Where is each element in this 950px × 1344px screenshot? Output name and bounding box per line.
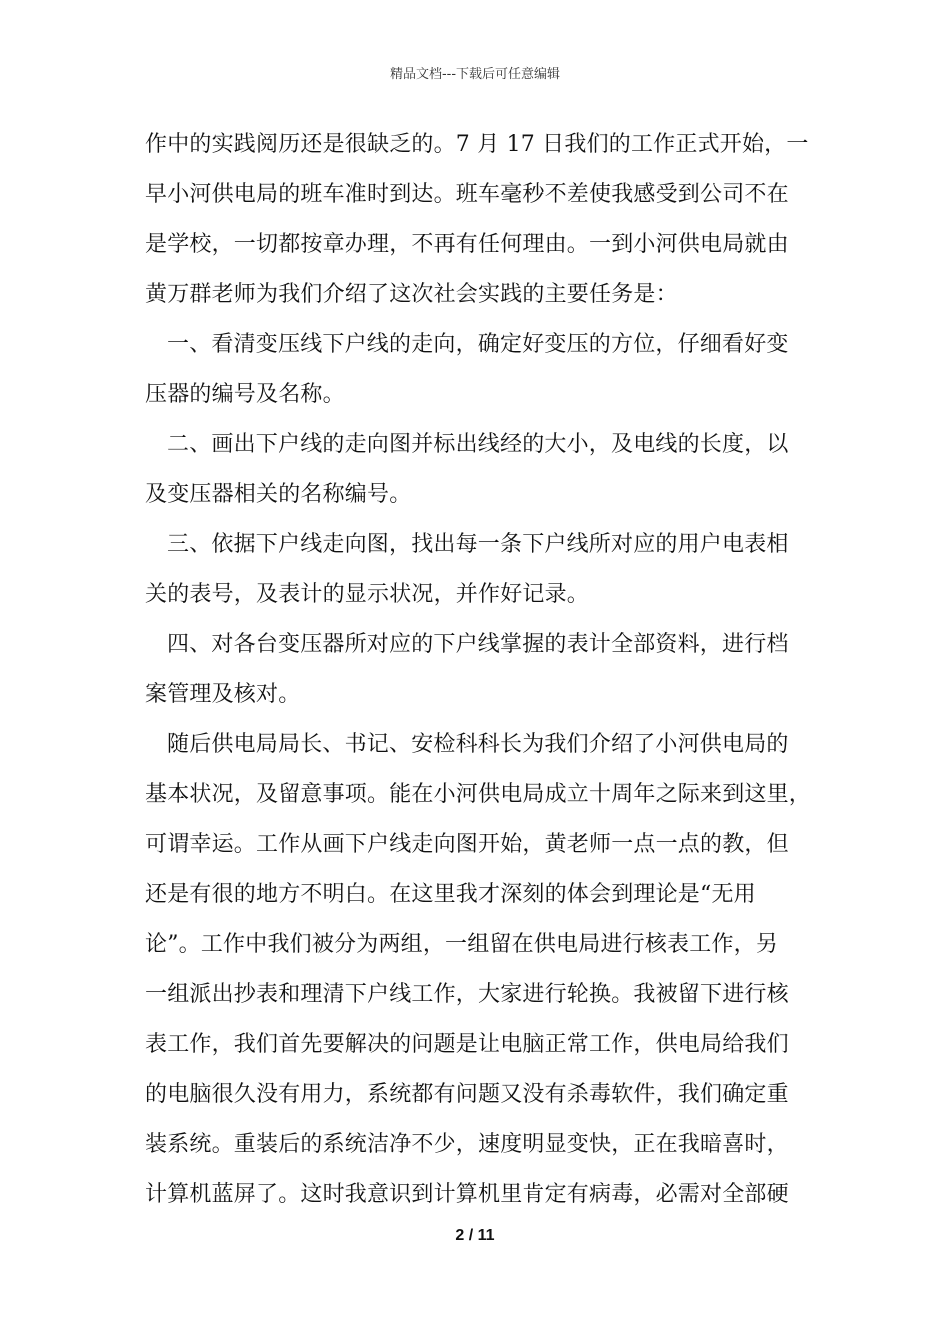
paragraph-start-line: 随后供电局局长、书记、安检科科长为我们介绍了小河供电局的 xyxy=(167,732,789,757)
text-line: 早小河供电局的班车准时到达。班车毫秒不差使我感受到公司不在 xyxy=(145,182,789,207)
text-line: 及变压器相关的名称编号。 xyxy=(145,482,412,507)
text-line: 装系统。重装后的系统洁净不少，速度明显变快，正在我暗喜时， xyxy=(145,1132,789,1157)
text-line: 关的表号，及表计的显示状况，并作好记录。 xyxy=(145,582,590,607)
body-text xyxy=(145,120,815,1220)
text-line: 基本状况，及留意事项。能在小河供电局成立十周年之际来到这里， xyxy=(145,782,812,807)
list-item-1-line: 一、看清变压线下户线的走向，确定好变压的方位，仔细看好变 xyxy=(167,332,789,357)
text-line: 的电脑很久没有用力，系统都有问题又没有杀毒软件，我们确定重 xyxy=(145,1082,789,1107)
text-line: 论”。工作中我们被分为两组，一组留在供电局进行核表工作，另 xyxy=(145,932,779,957)
page-header: 精品文档---下载后可任意编辑 xyxy=(389,67,561,82)
text-line: 案管理及核对。 xyxy=(145,682,301,707)
text-line: 一组派出抄表和理清下户线工作，大家进行轮换。我被留下进行核 xyxy=(145,982,789,1007)
list-item-3-line: 三、依据下户线走向图，找出每一条下户线所对应的用户电表相 xyxy=(167,532,789,557)
text-line: 计算机蓝屏了。这时我意识到计算机里肯定有病毒，必需对全部硬 xyxy=(145,1182,789,1207)
text-line: 是学校，一切都按章办理，不再有任何理由。一到小河供电局就由 xyxy=(145,232,789,257)
text-line: 还是有很的地方不明白。在这里我才深刻的体会到理论是“无用 xyxy=(145,882,756,907)
text-line: 压器的编号及名称。 xyxy=(145,382,345,407)
text-line: 表工作，我们首先要解决的问题是让电脑正常工作，供电局给我们 xyxy=(145,1032,789,1057)
page-number: 2 / 11 xyxy=(455,1227,495,1244)
text-line: 作中的实践阅历还是很缺乏的。7 月 17 日我们的工作正式开始，一 xyxy=(145,132,809,157)
list-item-4-line: 四、对各台变压器所对应的下户线掌握的表计全部资料，进行档 xyxy=(167,632,789,657)
text-line: 黄万群老师为我们介绍了这次社会实践的主要任务是： xyxy=(145,282,678,307)
text-line: 可谓幸运。工作从画下户线走向图开始，黄老师一点一点的教，但 xyxy=(145,832,789,857)
list-item-2-line: 二、画出下户线的走向图并标出线经的大小，及电线的长度，以 xyxy=(167,432,789,457)
